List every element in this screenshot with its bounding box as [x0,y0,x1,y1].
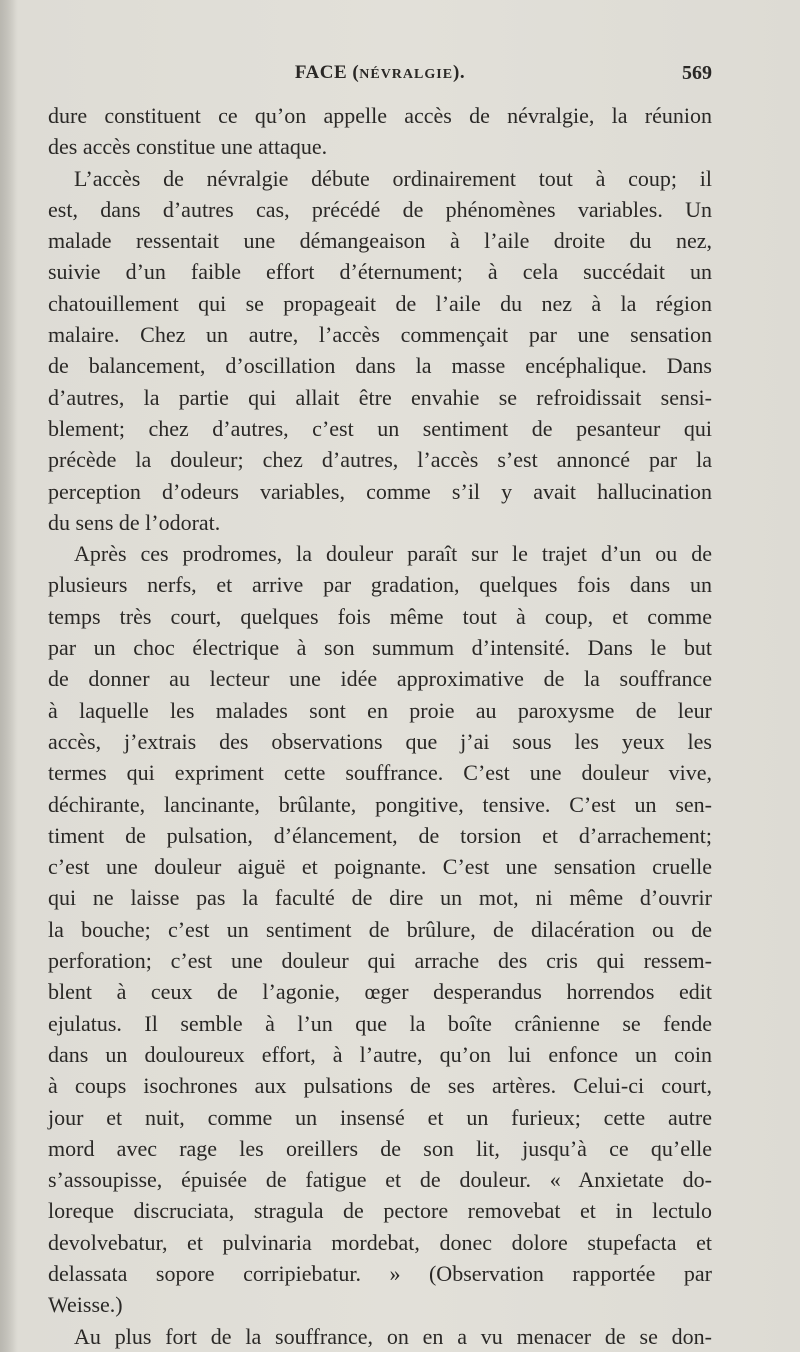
text-line: dans un douloureux effort, à l’autre, qu’on lui enfonce un coin [48,1041,712,1067]
text-line: la bouche; c’est un sentiment de brûlure, de dilacération ou de [48,916,712,942]
gutter-shadow [0,0,18,1352]
text-line: devolvebatur, et pulvinaria mordebat, donec dolore stupefacta et [48,1229,712,1255]
text-line: mord avec rage les oreillers de son lit, jusqu’à ce qu’elle [48,1135,712,1161]
text-line: blement; chez d’autres, c’est un sentiment de pesanteur qui [48,415,712,441]
text-line: perception d’odeurs variables, comme s’il y avait hallucination [48,478,712,504]
text-line: s’assoupisse, épuisée de fatigue et de douleur. « Anxietate do- [48,1167,712,1193]
text-line: temps très court, quelques fois même tout à coup, et comme [48,603,712,629]
text-line: timent de pulsation, d’élancement, de torsion et d’arrachement; [48,822,712,848]
text-line: du sens de l’odorat. [48,509,221,535]
text-line: est, dans d’autres cas, précédé de phénomènes variables. Un [48,196,712,222]
text-line: loreque discruciata, stragula de pectore removebat et in lectulo [48,1198,712,1224]
text-line: ejulatus. Il semble à l’un que la boîte crânienne se fende [48,1010,712,1036]
text-line: de balancement, d’oscillation dans la masse encéphalique. Dans [48,353,712,379]
text-line: par un choc électrique à son summum d’intensité. Dans le but [48,635,712,661]
text-line: qui ne laisse pas la faculté de dire un mot, ni même d’ouvrir [48,885,712,911]
text-line: déchirante, lancinante, brûlante, pongitive, tensive. C’est un sen- [48,791,712,817]
text-line: de donner au lecteur une idée approximative de la souffrance [48,666,712,692]
text-line: d’autres, la partie qui allait être envahie se refroidissait sensi- [48,384,712,410]
text-line: malaire. Chez un autre, l’accès commençait par une sensation [48,322,712,348]
page-header [48,62,712,96]
text-line: précède la douleur; chez d’autres, l’accès s’est annoncé par la [48,447,712,473]
text-line: des accès constitue une attaque. [48,134,328,160]
text-line: jour et nuit, comme un insensé et un furieux; cette autre [48,1104,712,1130]
text-line: malade ressentait une démangeaison à l’aile droite du nez, [48,228,712,254]
text-line: perforation; c’est une douleur qui arrache des cris qui ressem- [48,948,712,974]
text-line: dure constituent ce qu’on appelle accès de névralgie, la réunion [48,103,712,128]
running-title: FACE (NÉVRALGIE). [294,62,466,83]
text-line: c’est une douleur aiguë et poignante. C’est une sensation cruelle [48,854,712,880]
text-line: termes qui expriment cette souffrance. C’est une douleur vive, [48,760,712,786]
text-line: à laquelle les malades sont en proie au paroxysme de leur [48,697,712,723]
text-line: plusieurs nerfs, et arrive par gradation, quelques fois dans un [48,572,712,598]
text-line: Au plus fort de la souffrance, on en a vu menacer de se don- [74,1323,712,1349]
text-line: Après ces prodromes, la douleur paraît sur le trajet d’un ou de [74,541,712,567]
text-line: chatouillement qui se propageait de l’aile du nez à la région [48,290,712,316]
body-text [48,100,712,1352]
text-line: L’accès de névralgie débute ordinairement tout à coup; il [74,165,712,191]
text-line: à coups isochrones aux pulsations de ses artères. Celui-ci court, [48,1073,712,1099]
text-line: Weisse.) [48,1292,123,1318]
page-number: 569 [682,62,712,84]
text-line: accès, j’extrais des observations que j’ai sous les yeux les [48,728,712,754]
text-line: blent à ceux de l’agonie, œger desperandus horrendos edit [48,979,712,1005]
text-line: suivie d’un faible effort d’éternument; à cela succédait un [48,259,712,285]
text-line: delassata sopore corripiebatur. » (Observation rapportée par [48,1260,712,1286]
